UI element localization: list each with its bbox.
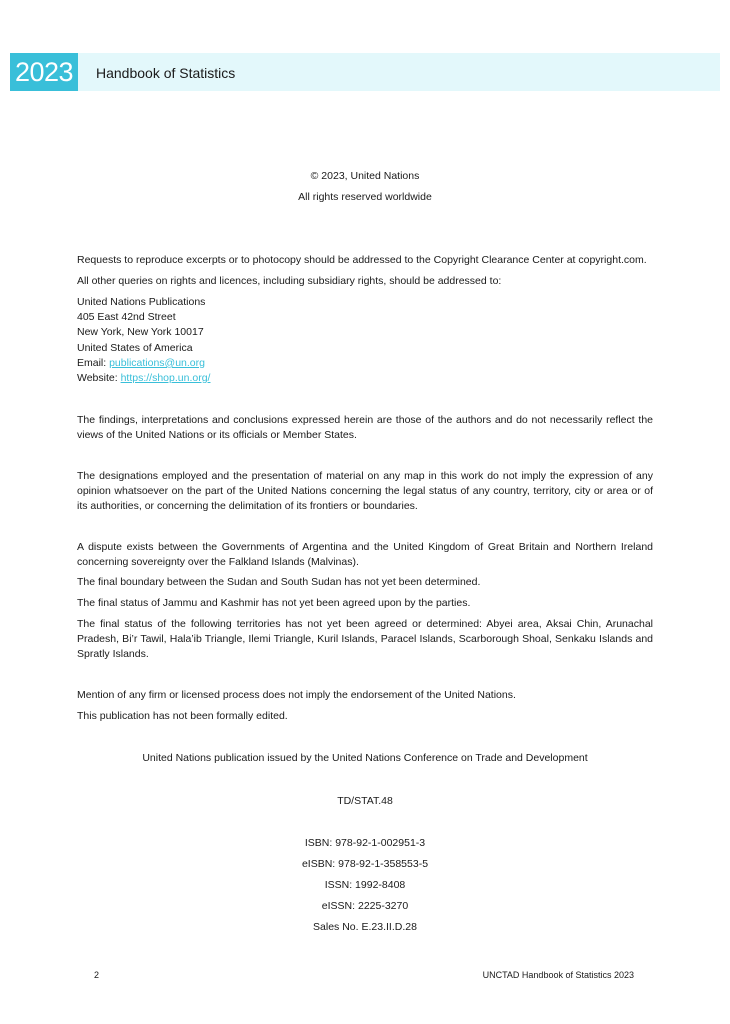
postal-address	[77, 295, 653, 386]
designations-disclaimer	[77, 469, 653, 514]
year-badge: 2023	[10, 53, 78, 91]
eissn-line: eISSN: 2225-3270	[321, 900, 409, 912]
queries-text: All other queries on rights and licences, including subsidiary rights, should be addressed to:	[77, 275, 502, 287]
sudan-disclaimer	[77, 575, 653, 590]
issn-line: ISSN: 1992-8408	[324, 879, 406, 891]
queries-paragraph	[77, 274, 653, 289]
copyright-line: © 2023, United Nations	[310, 170, 420, 182]
designations-text: The designations employed and the presentation of material on any map in this work do not imply the expression of any opinion whatsoever on the part of the United Nations concerning the legal status of any country, territory, city or area or of its authorities, or concerning the delimitation of its frontiers or boundaries.	[77, 470, 653, 512]
endorsement-disclaimer	[77, 688, 653, 703]
territories-text: The final status of the following territories has not yet been agreed or determined: Abyei area, Aksai Chin, Arunachal Pradesh, Bi’r Tawil, Hala’ib Triangle, Ilemi Triangle, Kuril Islands, Paracel Islands, Scarborough Shoal, Senkaku Islands and Spratly Islands.	[77, 618, 653, 660]
kashmir-text: The final status of Jammu and Kashmir has not yet been agreed upon by the parties.	[77, 597, 471, 609]
address-line: United Nations Publications	[77, 296, 206, 308]
email-link[interactable]: publications@un.org	[109, 356, 205, 369]
website-line	[77, 371, 653, 386]
eisbn-line: eISBN: 978-92-1-358553-5	[301, 858, 429, 870]
email-line	[77, 356, 653, 371]
running-title: UNCTAD Handbook of Statistics 2023	[482, 970, 634, 980]
document-symbol: TD/STAT.48	[337, 795, 393, 807]
page-number: 2	[94, 970, 100, 980]
reproduction-request-text: Requests to reproduce excerpts or to photocopy should be addressed to the Copyright Clearance Center at copyright.com.	[77, 254, 647, 266]
isbn-line: ISBN: 978-92-1-002951-3	[304, 837, 426, 849]
issued-by-line: United Nations publication issued by the United Nations Conference on Trade and Development	[142, 752, 588, 764]
reproduction-request-paragraph	[77, 253, 653, 268]
address-line: 405 East 42nd Street	[77, 311, 176, 324]
rights-reserved-line: All rights reserved worldwide	[298, 191, 432, 203]
edited-text: This publication has not been formally edited.	[77, 710, 288, 722]
endorsement-text: Mention of any firm or licensed process does not imply the endorsement of the United Nations.	[77, 689, 516, 701]
header-title: Handbook of Statistics	[96, 65, 236, 81]
sudan-text: The final boundary between the Sudan and South Sudan has not yet been determined.	[77, 576, 481, 588]
territories-disclaimer	[77, 617, 653, 662]
findings-text: The findings, interpretations and conclusions expressed herein are those of the authors and do not necessarily reflect the views of the United Nations or its officials or Member States.	[77, 414, 653, 441]
falkland-disclaimer	[77, 540, 653, 570]
sales-number-line: Sales No. E.23.II.D.28	[313, 921, 417, 933]
website-link[interactable]: https://shop.un.org/	[120, 372, 211, 385]
address-line: New York, New York 10017	[77, 326, 204, 339]
email-label: Email:	[77, 356, 110, 369]
address-line: United States of America	[77, 341, 193, 354]
kashmir-disclaimer	[77, 596, 653, 611]
edited-disclaimer	[77, 709, 653, 724]
falkland-text: A dispute exists between the Governments of Argentina and the United Kingdom of Great Britain and Northern Ireland concerning sovereignty over the Falkland Islands (Malvinas).	[77, 541, 653, 568]
findings-disclaimer	[77, 413, 653, 443]
website-label: Website:	[77, 372, 121, 385]
